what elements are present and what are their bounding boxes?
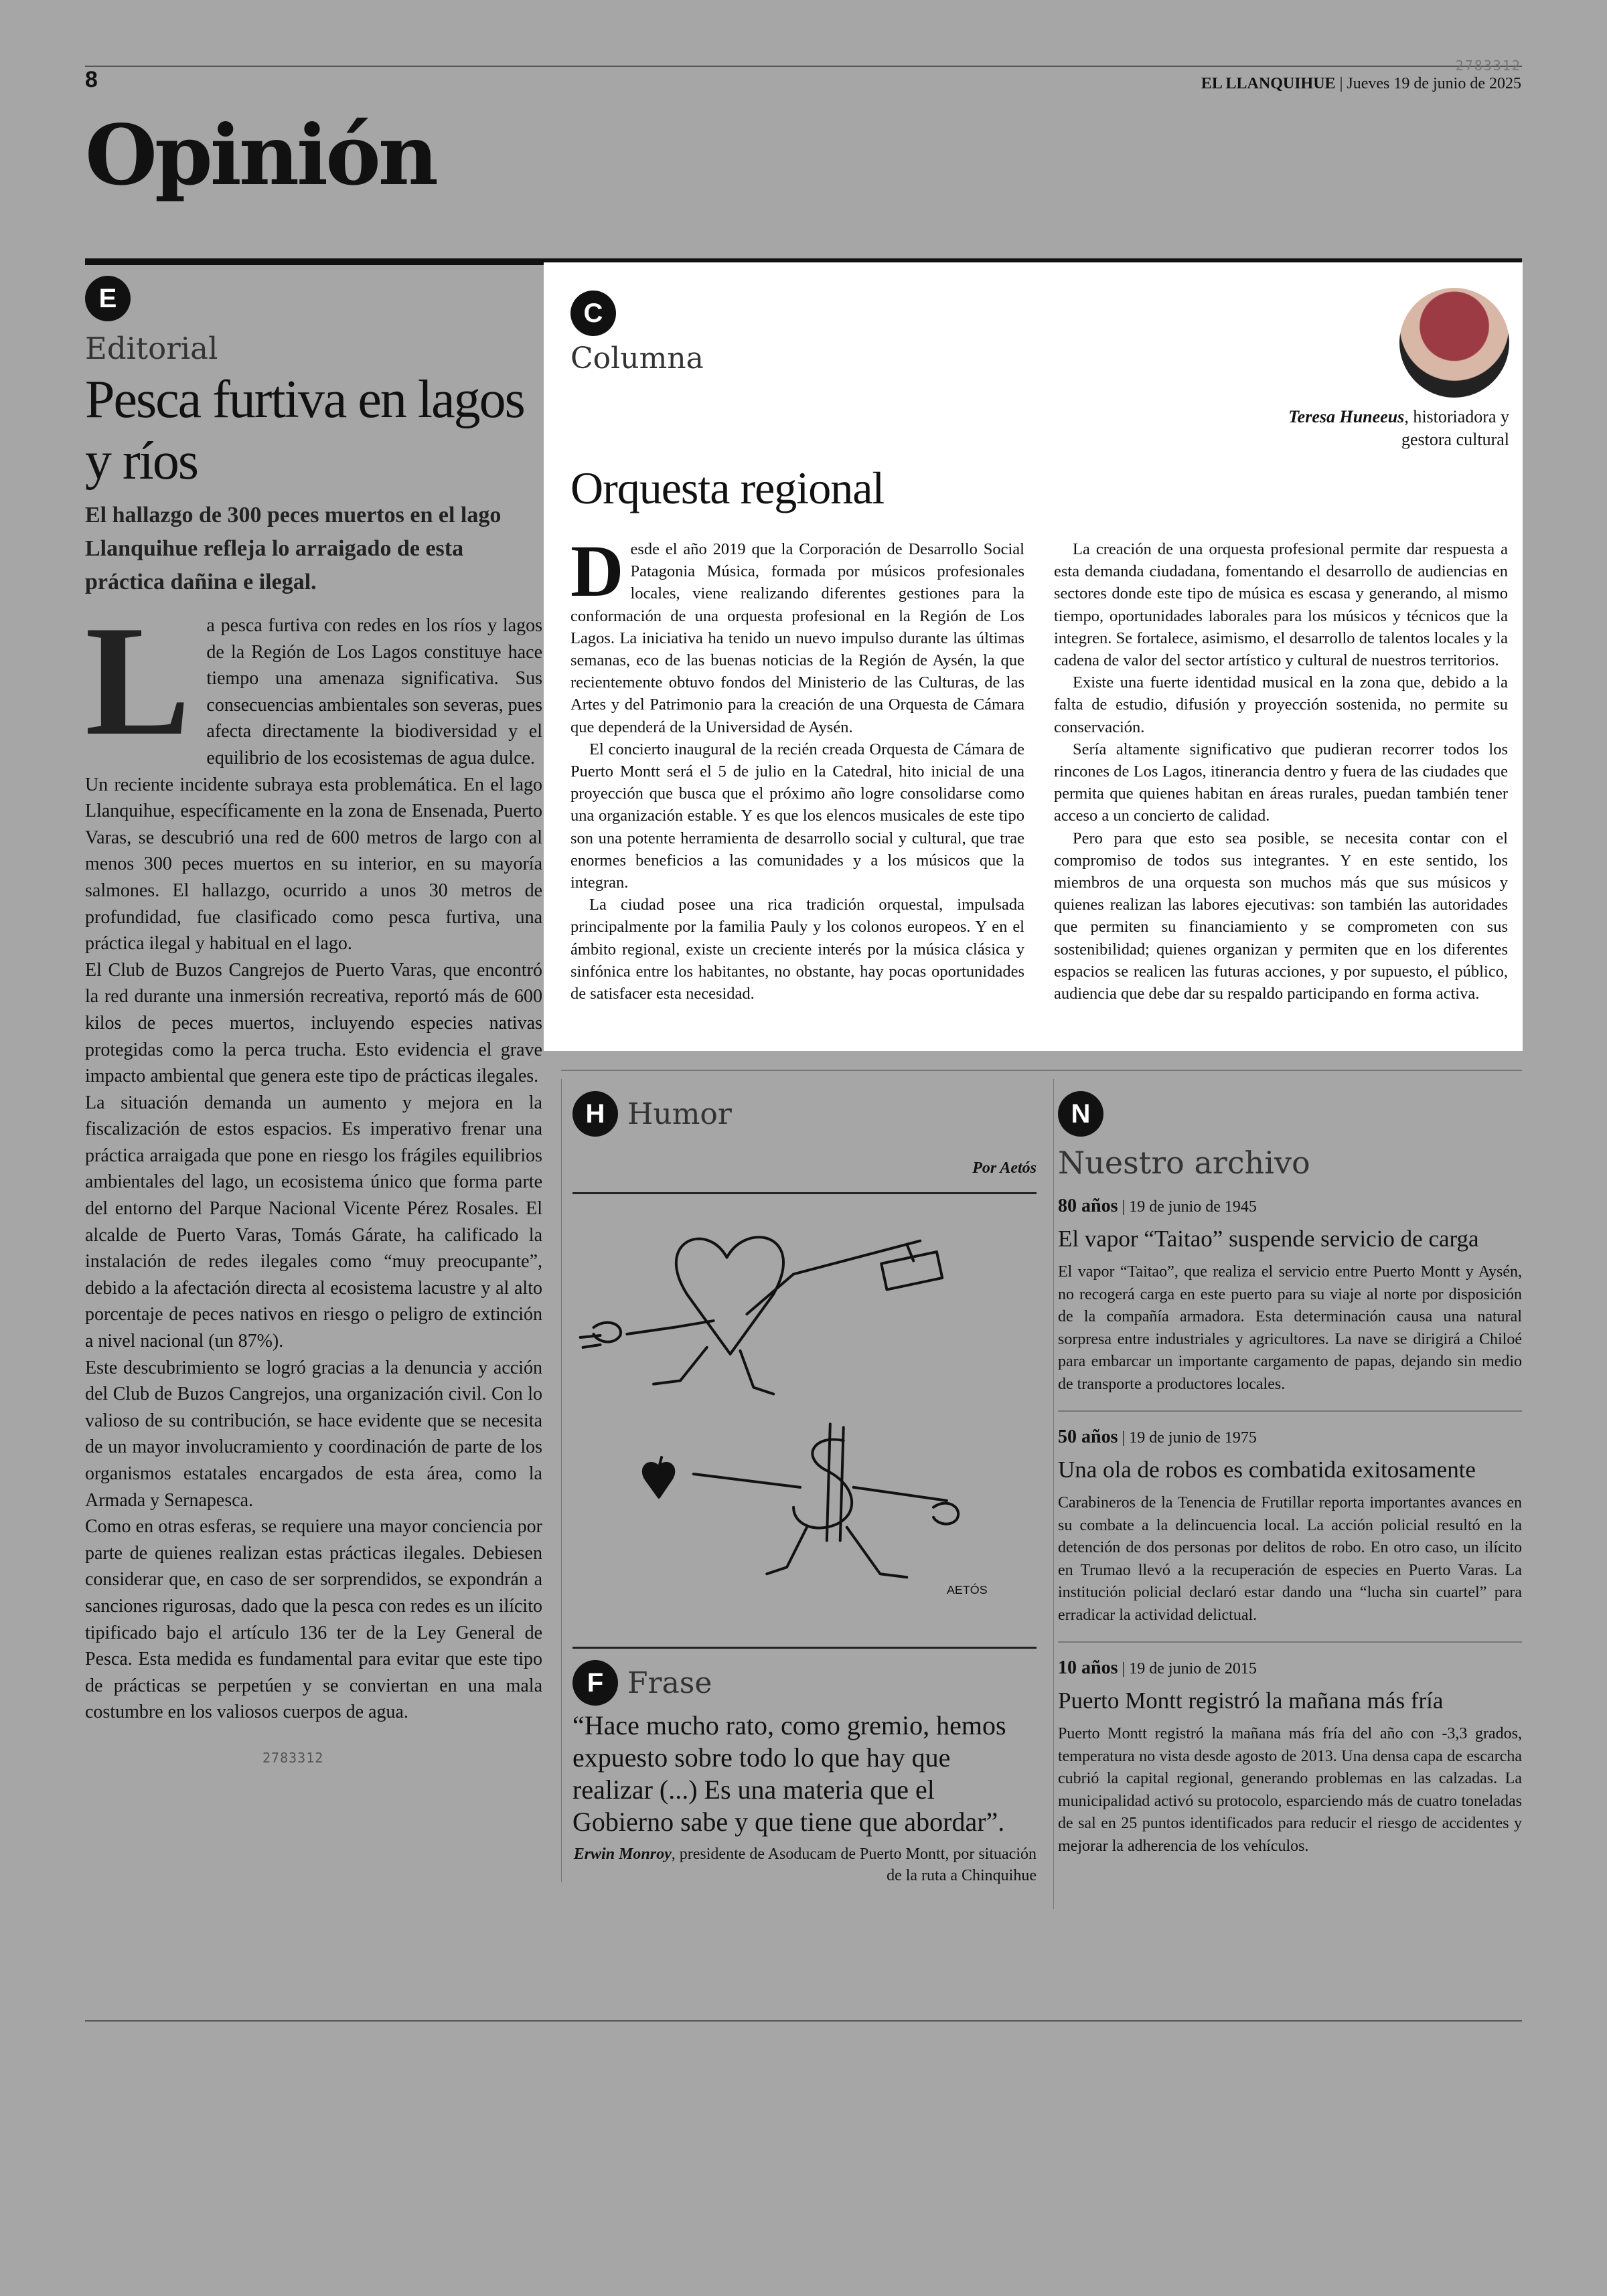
archivo-kicker: Nuestro archivo	[1058, 1145, 1310, 1181]
editorial-kicker: Editorial	[85, 331, 218, 366]
editorial-paragraph: El Club de Buzos Cangrejos de Puerto Varas, que encontró la red durante una inmersión recreativa, reportó más de 600 kilos de peces muertos, incluyendo especies nativas protegidas como la perca trucha. Esto evidencia el grave impacto ambiental que genera este tipo de prácticas ilegales.	[85, 959, 542, 1087]
archivo-meta	[1058, 1657, 1522, 1679]
editorial-deck: El hallazgo de 300 peces muertos en el lago Llanquihue refleja lo arraigado de esta práctica dañina e ilegal.	[85, 503, 502, 594]
archivo-title: Puerto Montt registró la mañana más fría	[1058, 1688, 1444, 1714]
archivo-badge: N	[1058, 1091, 1103, 1137]
column-paragraph: La ciudad posee una rica tradición orquestal, impulsada principalmente por la familia Pauly y los colonos europeos. Y en el ámbito regional, existe un creciente interés por la música clásica y sinfónica entre los habitantes, no obstante, hay pocas oportunidades de satisfacer esta necesidad.	[570, 896, 1024, 1003]
frase-attribution	[572, 1843, 1037, 1886]
frase-section	[572, 1660, 1037, 1886]
section-divider	[561, 1070, 1522, 1071]
humor-kicker: Humor	[627, 1096, 732, 1131]
bottom-rule	[85, 2020, 1522, 2022]
editorial	[85, 276, 542, 1726]
archivo-text: Carabineros de la Tenencia de Frutillar reporta importantes avances en su combate a la delincuencia local. La acción policial resultó en la detención de dos personas por delitos de robo. En otro caso, un ilícito en Trumao llevó a la recuperación de especies en Puerto Varas. La institución policial declaró estar dando una “lucha sin cuartel” para erradicar la actividad delictual.	[1058, 1494, 1522, 1624]
editorial-body	[85, 594, 542, 1726]
author-role: , historiadora y gestora cultural	[1401, 407, 1509, 449]
column-body	[570, 530, 1508, 1005]
humor-cartoon	[572, 1192, 1037, 1607]
archivo-meta	[1058, 1426, 1522, 1448]
archivo-text: Puerto Montt registró la mañana más fría del año con -3,3 grados, temperatura no vista desde agosto de 2013. Una densa capa de escarcha cubrió la capital regional, generando problemas en las calzadas. La municipalidad activó su protocolo, esparciendo más de cuatro toneladas de sal en 25 puntos identificados para reducir el riesgo de accidentes y mejorar la adherencia de los vehículos.	[1058, 1725, 1522, 1855]
archivo-text: El vapor “Taitao”, que realiza el servicio entre Puerto Montt y Aysén, no recogerá carga en este puerto para su viaje al norte por disposición de la compañía armadora. Esta determinación causa una natural sorpresa entre industriales y agricultores. La nave se dirigirá a Chiloé para embarcar un importante cargamento de papas, dejando sin medio de transporte a productores locales.	[1058, 1263, 1522, 1393]
archivo-item	[1058, 1181, 1522, 1412]
column-paragraph: Pero para que esto sea posible, se necesita contar con el compromiso de todos sus integrantes. Y en este sentido, los miembros de una orquesta son muchos más que sus músicos y quienes realizan las labores ejecutivas: son también las autoridades que permiten su financiamiento y se comprometen con sus sostenibilidad; quienes organizan y permiten que en los diferentes espacios se realicen las futuras acciones, y por supuesto, el público, audiencia que debe dar su respaldo participando en forma activa.	[1054, 829, 1508, 1003]
paper-name: EL LLANQUIHUE	[1201, 75, 1336, 92]
id-mark: 2783312	[262, 1750, 324, 1766]
editorial-paragraph: Un reciente incidente subraya esta problemática. En el lago Llanquihue, específicamente en la zona de Ensenada, Puerto Varas, se descubrió una red de 600 metros de largo con al menos 300 peces muertos en su interior, en su mayoría salmones. El hallazgo, ocurrido a unos 30 metros de profundidad, fue clasificado como pesca furtiva, una práctica ilegal y habitual en el lago.	[85, 774, 542, 955]
frase-badge: F	[572, 1660, 618, 1706]
cartoon-signature: AETÓS	[946, 1583, 988, 1597]
archivo-years: 80 años	[1058, 1196, 1118, 1216]
archivo-item	[1058, 1643, 1522, 1872]
frase-kicker: Frase	[627, 1665, 712, 1700]
author-name: Teresa Huneeus	[1288, 407, 1405, 426]
column-kicker: Columna	[570, 341, 704, 376]
humor-badge: H	[572, 1091, 618, 1137]
archivo-date: | 19 de junio de 1975	[1122, 1429, 1257, 1447]
editorial-paragraph: Como en otras esferas, se requiere una mayor conciencia por parte de quienes realizan estas prácticas ilegales. Debiesen considerar que, en caso de ser sorprendidos, se expondrán a sanciones rigurosas, dado que la pesca con redes es un ilícito tipificado bajo el artículo 136 ter de la Ley General de Pesca. Esta medida es fundamental para evitar que este tipo de prácticas se perpetúen y se conviertan en una mala costumbre en los valiosos cuerpos de agua.	[85, 1516, 542, 1723]
column-divider	[561, 1079, 562, 1882]
paper-date: Jueves 19 de junio de 2025	[1347, 75, 1521, 92]
editorial-paragraph: La situación demanda un aumento y mejora en la fiscalización de estos espacios. Es imperativo frenar una práctica arraigada que pone en riesgo los frágiles equilibrios ambientales del lago, un ecosistema único que forma parte del entorno del Parque Nacional Vicente Pérez Rosales. El alcalde de Puerto Varas, Tomás Gárate, ha calificado la instalación de redes ilegales como “muy preocupante”, debido a la afectación directa al ecosistema lacustre y al alto porcentaje de peces nativos en riesgo o peligro de extinción a nivel nacional (un 87%).	[85, 1092, 542, 1352]
archivo-item	[1058, 1412, 1522, 1643]
frase-quote: “Hace mucho rato, como gremio, hemos expuesto sobre todo lo que hay que realizar (...) Es una materia que el Gobierno sabe y que tiene que abordar”.	[572, 1710, 1006, 1837]
frase-head	[572, 1660, 1037, 1706]
archivo-section	[1058, 1091, 1522, 1872]
editorial-title: Pesca furtiva en lagos y ríos	[85, 370, 524, 491]
column-paragraph: Sería altamente significativo que pudieran recorrer todos los rincones de Los Lagos, itinerancia dentro y fuera de las ciudades que permita que quienes habitan en áreas rurales, puedan también tener acceso a un concierto de calidad.	[1054, 740, 1508, 825]
masthead-rule	[85, 66, 1522, 67]
author-avatar	[1399, 288, 1509, 398]
archivo-years: 50 años	[1058, 1426, 1118, 1447]
editorial-badge: E	[85, 276, 131, 321]
frase-author-name: Erwin Monroy	[573, 1846, 672, 1863]
humor-section	[572, 1091, 1037, 1610]
column-paragraph: El concierto inaugural de la recién creada Orquesta de Cámara de Puerto Montt será el 5 de julio en la Catedral, hito inicial de una proyección que busca que el próximo año logre consolidarse como una organización estable. Y es que los elencos musicales de este tipo son una potente herramienta de desarrollo social y cultural, que trae enormes beneficios a las comunidades y a los músicos que la integran.	[570, 740, 1024, 892]
column-author	[1241, 406, 1509, 451]
column-title: Orquesta regional	[570, 463, 885, 513]
id-mark: 2783312	[1455, 58, 1521, 74]
column-paragraph: Desde el año 2019 que la Corporación de Desarrollo Social Patagonia Música, formada por músicos profesionales locales, viene realizando diferentes gestiones para la conformación de una orquesta profesional en la Región de Los Lagos. La iniciativa ha tenido un nuevo impulso durante las últimas semanas, eco de las buenas noticias de la Región de Aysén, la que recientemente obtuvo fondos del Ministerio de las Culturas, de las Artes y del Patrimonio para la creación de una Orquesta de Cámara que dependerá de la Universidad de Aysén.	[570, 530, 1024, 736]
column-paragraph: La creación de una orquesta profesional permite dar respuesta a esta demanda ciudadana, fomentando el desarrollo de audiencias en sectores donde este tipo de música es escasa y generando, al mismo tiempo, oportunidades laborales para los músicos y técnicos que la integren. Se fortalece, asimismo, el desarrollo de talentos locales y la cadena de valor del sector artístico y cultural de nuestros territorios.	[1054, 540, 1508, 670]
humor-byline: Por Aetós	[972, 1159, 1037, 1177]
column-paragraph: Existe una fuerte identidad musical en la zona que, debido a la falta de estudio, difusión y proyección sostenida, no permite su conservación.	[1054, 673, 1508, 736]
paper-info: EL LLANQUIHUE | Jueves 19 de junio de 2025	[1201, 75, 1521, 92]
archivo-title: Una ola de robos es combatida exitosamente	[1058, 1457, 1476, 1483]
editorial-paragraph: La pesca furtiva con redes en los ríos y lagos de la Región de Los Lagos constituye hace tiempo una amenaza significativa. Sus consecuencias ambientales son severas, pues afecta directamente la biodiversidad y el equilibrio de los ecosistemas de agua dulce.	[85, 594, 542, 768]
archivo-title: El vapor “Taitao” suspende servicio de carga	[1058, 1226, 1479, 1252]
column-panel	[544, 262, 1523, 1051]
column-dropcap: D	[570, 530, 624, 612]
archivo-years: 10 años	[1058, 1657, 1118, 1678]
frase-author-role: , presidente de Asoducam de Puerto Montt, por situación de la ruta a Chinquihue	[671, 1846, 1037, 1884]
humor-head	[572, 1091, 1037, 1137]
editorial-dropcap: L	[85, 594, 191, 768]
frase-rule	[572, 1647, 1037, 1649]
archivo-date: | 19 de junio de 1945	[1122, 1198, 1257, 1216]
column-badge: C	[570, 291, 616, 336]
archivo-date: | 19 de junio de 2015	[1122, 1660, 1257, 1677]
page-number: 8	[85, 67, 98, 92]
column-divider	[1053, 1079, 1054, 1909]
archivo-meta	[1058, 1196, 1522, 1217]
section-title: Opinión	[85, 107, 436, 204]
editorial-paragraph: Este descubrimiento se logró gracias a la denuncia y acción del Club de Buzos Cangrejos, una organización civil. Con lo valioso de su contribución, se hace evidente que se necesita de un mayor involucramiento y coordinación de parte de los organismos estatales encargados de esta área, como la Armada y Sernapesca.	[85, 1357, 542, 1511]
